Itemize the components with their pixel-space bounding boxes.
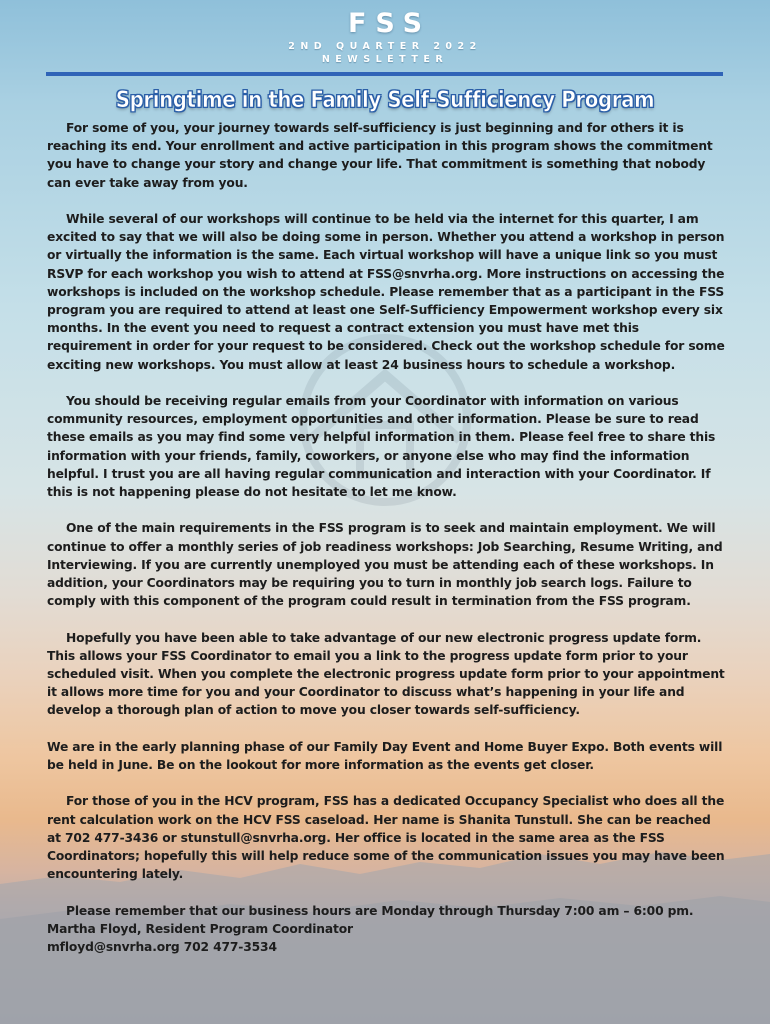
article-headline: Springtime in the Family Self-Sufficiency Program	[115, 88, 655, 113]
coordinator-name: Martha Floyd, Resident Program Coordinator	[47, 921, 353, 936]
signoff	[47, 902, 727, 957]
paragraph-events: We are in the early planning phase of our Family Day Event and Home Buyer Expo. Both events will be held in June. Be on the lookout for more information as the events get closer.	[47, 739, 723, 773]
brand-title: FSS	[347, 8, 432, 39]
paragraph-intro: For some of you, your journey towards self-sufficiency is just beginning and for others it is reaching its end. Your enrollment and active participation in this program shows the commitment you have to change your story and change your life. That commitment is something that nobody can ever take away from you.	[47, 121, 713, 190]
newsletter-label: NEWSLETTER	[321, 54, 449, 65]
edition-line: 2ND QUARTER 2022	[288, 41, 482, 52]
paragraph-workshops: While several of our workshops will continue to be held via the internet for this quarter, I am excited to say that we will also be doing some in person. Whether you attend a workshop in person or virtually the information is the same. Each virtual workshop will have a unique link so you must RSVP for each workshop you wish to attend at FSS@snvrha.org. More instructions on accessing the workshops is included on the workshop schedule. Please remember that as a participant in the FSS program you are required to attend at least one Self-Sufficiency Empowerment workshop every six months. In the event you need to request a contract extension you must have met this requirement in order for your request to be considered. Check out the workshop schedule for some exciting new workshops. You must allow at least 24 business hours to schedule a workshop.	[47, 212, 725, 372]
coordinator-contact: mfloyd@snvrha.org 702 477-3534	[47, 940, 277, 955]
paragraph-hcv: For those of you in the HCV program, FSS has a dedicated Occupancy Specialist who does all the rent calculation work on the HCV FSS caseload. Her name is Shanita Tunstull. She can be reached at 702 477-3436 or stunstull@snvrha.org. Her office is located in the same area as the FSS Coordinators; hopefully this will help reduce some of the communication issues you may have been encountering lately.	[47, 794, 725, 882]
paragraph-emails: You should be receiving regular emails from your Coordinator with information on various community resources, employment opportunities and other information. Please be sure to read these emails as you may find some very helpful information in them. Please feel free to share this information with your friends, family, coworkers, or anyone else who may find the information helpful. I trust you are all having regular communication and interaction with your Coordinator. If this is not happening please do not hesitate to let me know.	[47, 394, 716, 500]
article-body	[47, 119, 727, 956]
paragraph-progress-form: Hopefully you have been able to take advantage of our new electronic progress update form. This allows your FSS Coordinator to email you a link to the progress update form prior to your scheduled visit. When you complete the electronic progress update form prior to your appointment it allows more time for you and your Coordinator to discuss what’s happening in your life and develop a thorough plan of action to move you closer towards self-sufficiency.	[47, 630, 725, 718]
masthead	[0, 8, 770, 66]
paragraph-employment: One of the main requirements in the FSS program is to seek and maintain employment. We will continue to offer a monthly series of job readiness workshops: Job Searching, Resume Writing, and Interviewing. If you are currently unemployed you must be attending each of these workshops. In addition, your Coordinators may be requiring you to turn in monthly job search logs. Failure to comply with this component of the program could result in termination from the FSS program.	[47, 521, 723, 609]
business-hours: Please remember that our business hours are Monday through Thursday 7:00 am – 6:00 pm.	[66, 903, 694, 918]
header-rule	[46, 72, 723, 76]
